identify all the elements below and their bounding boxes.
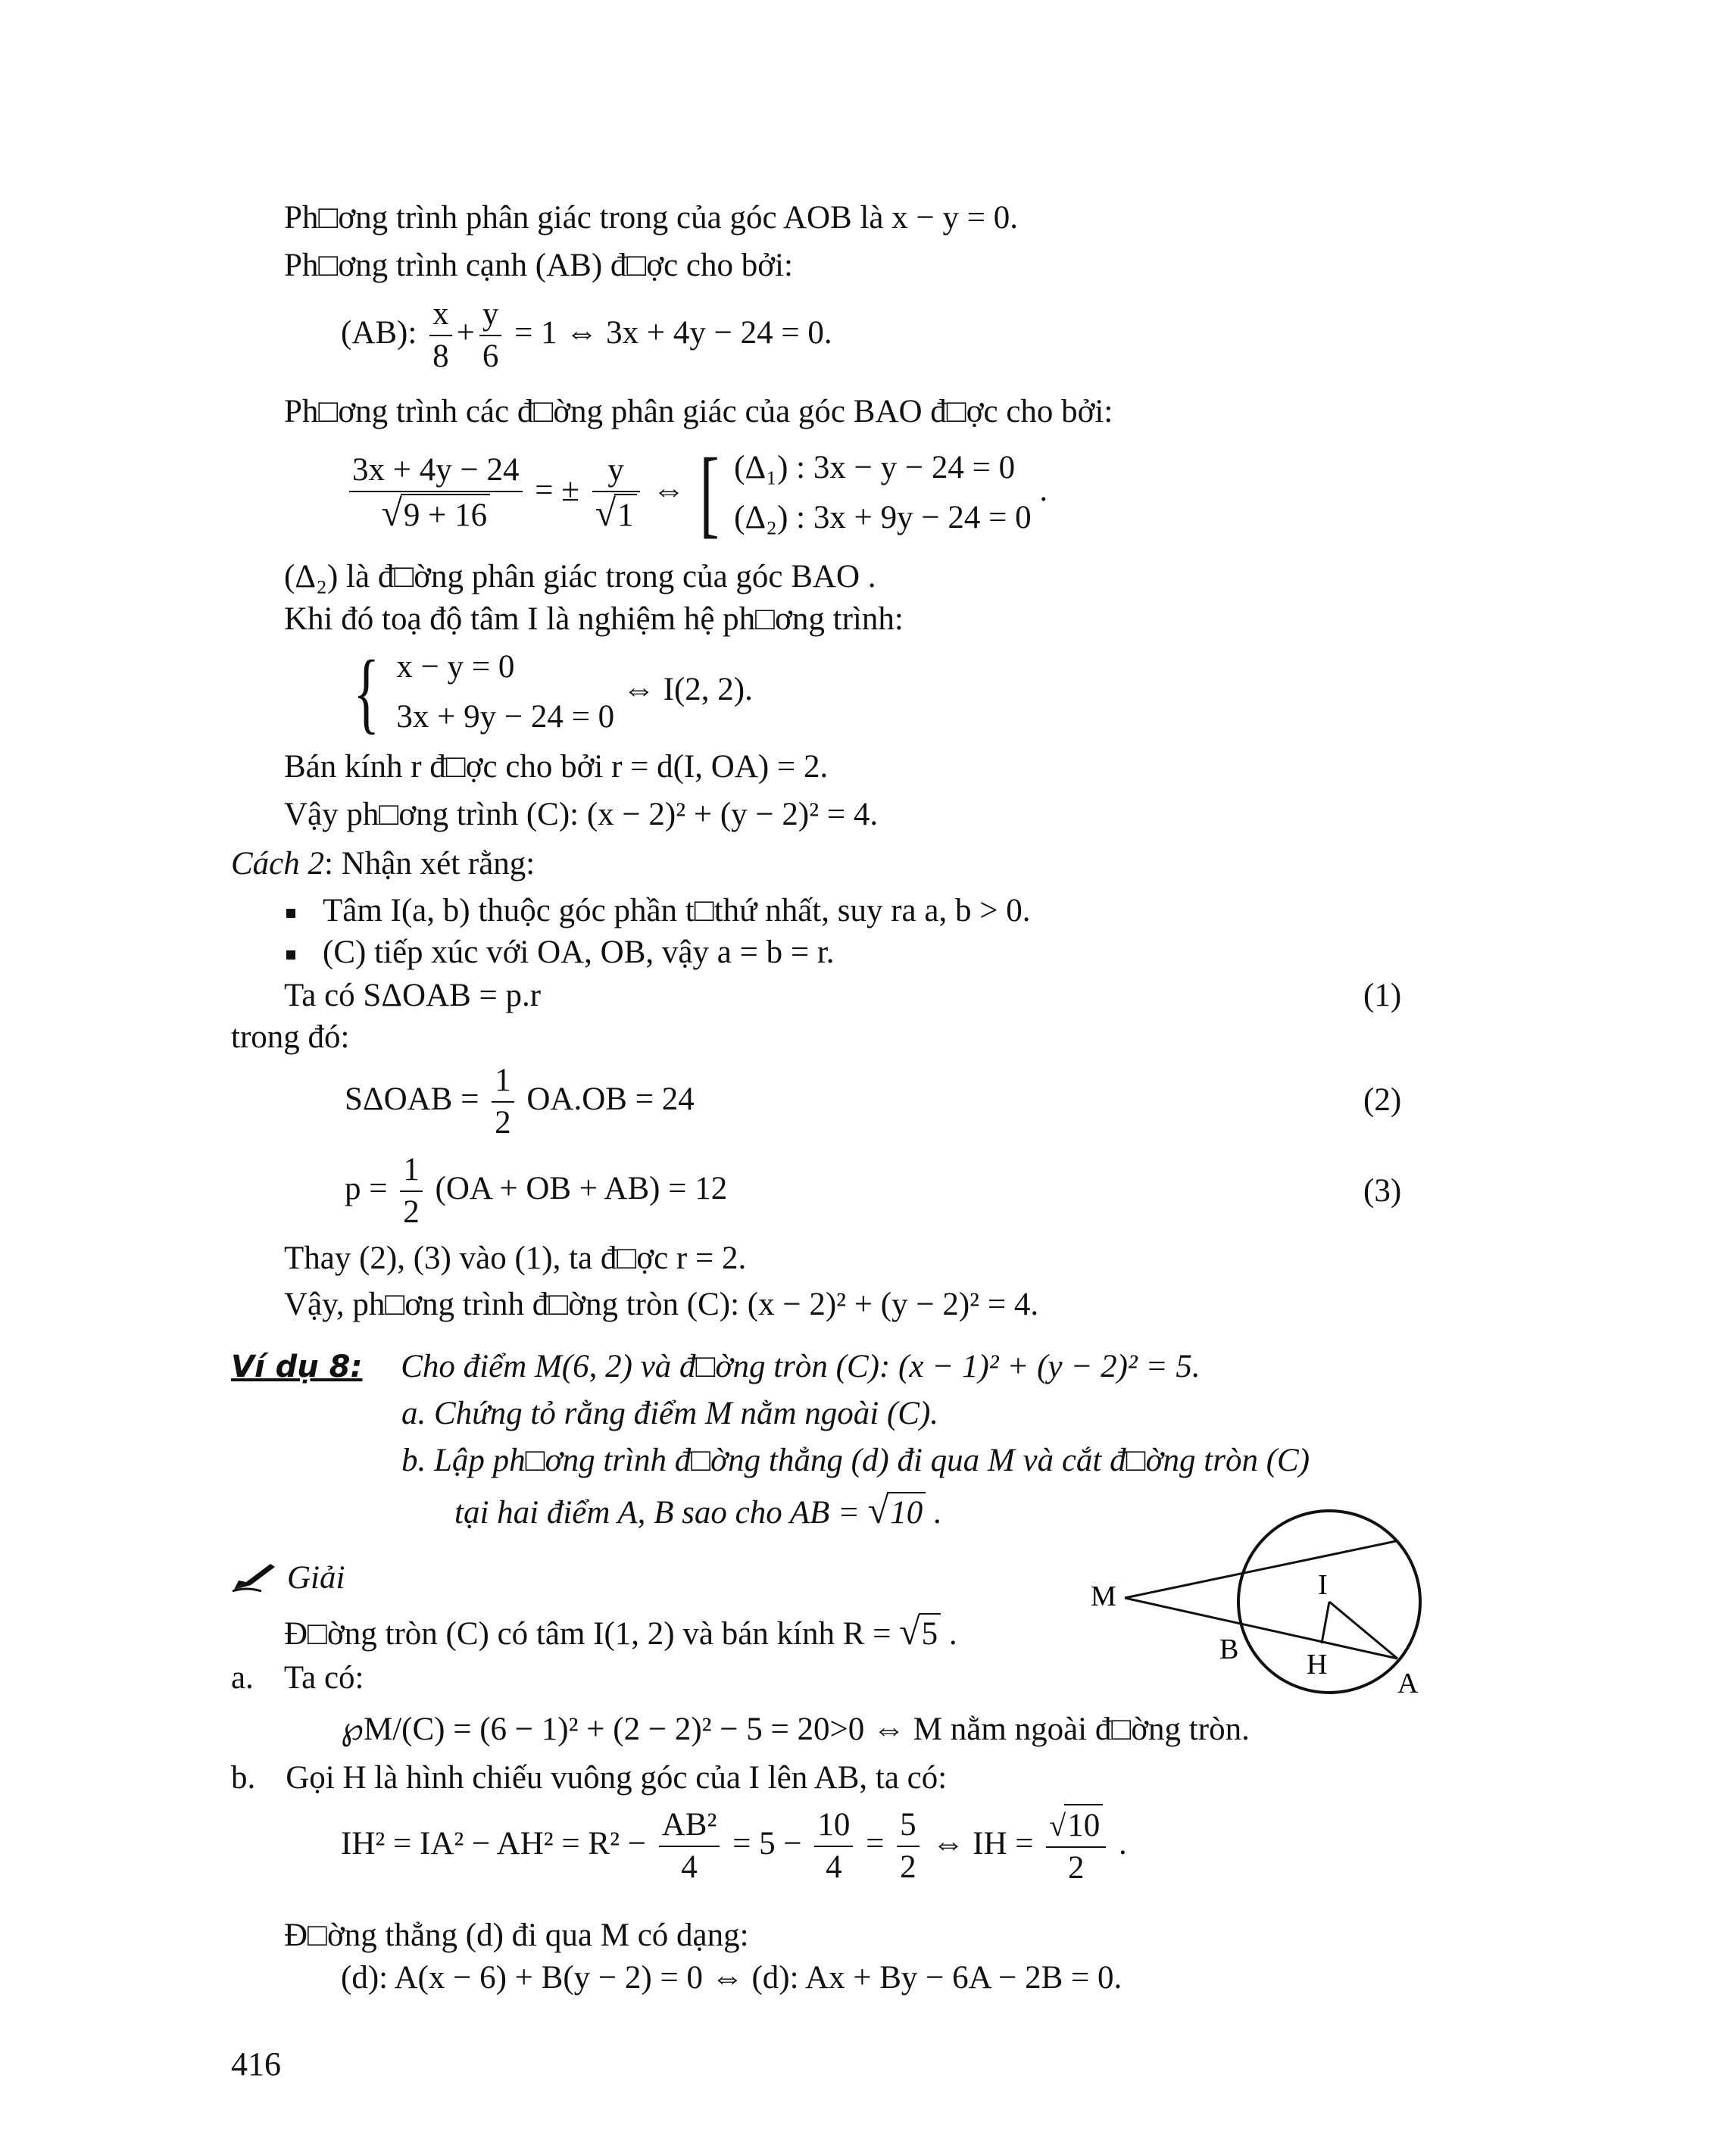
text-line: Bán kính r đ□ợc cho bởi r = d(I, OA) = 2. <box>284 749 829 785</box>
bullet-item: Tâm I(a, b) thuộc góc phần t□thứ nhất, suy ra a, b > 0. <box>286 891 1030 931</box>
label-b: B <box>1219 1634 1239 1665</box>
fraction: $\frac{x}{8}$ <box>429 294 452 377</box>
delta1-eq: (Δ₁) : 3x − y − 24 = 0 <box>734 450 1016 485</box>
text-line: Thay (2), (3) vào (1), ta đ□ợc r = 2. <box>284 1240 747 1276</box>
equation-p: p = $\frac{1}{2}$ (OA + OB + AB) = 12 <box>345 1150 727 1233</box>
fraction: $\frac{y}{6}$ <box>479 294 502 377</box>
label-h: H <box>1307 1649 1328 1680</box>
text-line: Vậy, ph□ơng trình đ□ờng tròn (C): (x − 2)² + (y − 2)² = 4. <box>284 1287 1039 1322</box>
secant-upper <box>1125 1541 1396 1598</box>
example-part-a: a. Chứng tỏ rằng điểm M nằm ngoài (C). <box>401 1396 939 1431</box>
text-line: Ta có SΔOAB = p.r <box>284 978 542 1013</box>
text-line: ℘M/(C) = (6 − 1)² + (2 − 2)² − 5 = 20>0 ⇔ M nằm ngoài đ□ờng tròn. <box>341 1712 1250 1747</box>
eq-prefix: (AB): <box>341 314 417 351</box>
equation-number: (1) <box>1363 978 1402 1013</box>
text-line: Ph□ơng trình cạnh (AB) đ□ợc cho bởi: <box>284 248 793 283</box>
equation-system: { x − y = 0 3x + 9y − 24 = 0 ⇔ I(2, 2). <box>353 641 753 742</box>
bullet-item: (C) tiếp xúc với OA, OB, vậy a = b = r. <box>286 933 835 972</box>
fraction: $\frac{y}{√1}$ <box>592 450 640 536</box>
equation-ab: (AB): $\frac{x}{8}$ + $\frac{y}{6}$ = 1 ⇔ 3x + 4y − 24 = 0. <box>341 294 832 377</box>
equation-bisectors: $\frac{3x + 4y - 24}{√9 + 16}$ = ± $\frac{y}{√1}$ ⇔ [ (Δ₁) : 3x − y − 24 = 0 (Δ₂) : 3x + 9y − 24 = 0 . <box>345 443 1048 543</box>
example-part-b: b. Lập ph□ơng trình đ□ờng thẳng (d) đi qua M và cắt đ□ờng tròn (C) <box>401 1443 1310 1478</box>
secant-lower <box>1125 1598 1397 1659</box>
page-number: 416 <box>231 2046 281 2083</box>
example-part-b-cont: tại hai điểm A, B sao cho AB = √10 . <box>454 1489 942 1531</box>
pen-icon <box>231 1559 276 1602</box>
text-line: Vậy ph□ơng trình (C): (x − 2)² + (y − 2)² = 4. <box>284 797 879 832</box>
text-line: (d): A(x − 6) + B(y − 2) = 0 ⇔ (d): Ax + By − 6A − 2B = 0. <box>341 1960 1122 1996</box>
text-line: Ph□ơng trình phân giác trong của góc AOB là x − y = 0. <box>284 200 1019 236</box>
equation-number: (2) <box>1363 1082 1402 1118</box>
equation-ih: IH² = IA² − AH² = R² − $\frac{\text{AB²}}{4}$ = 5 − $\frac{10}{4}$ = $\frac{5}{2}$ ⇔ IH = $\frac{√10}{2}$ . <box>341 1804 1127 1889</box>
text-line: Cách 2: Nhận xét rằng: <box>231 846 535 882</box>
circle-figure <box>1060 1507 1439 1704</box>
text-line: Ph□ơng trình các đ□ờng phân giác của góc BAO đ□ợc cho bởi: <box>284 394 1113 429</box>
text-line: Đ□ờng thẳng (d) đi qua M có dạng: <box>284 1918 749 1953</box>
text-line: (Δ₂) là đ□ờng phân giác trong của góc BAO . <box>284 559 876 594</box>
label-i: I <box>1318 1569 1328 1601</box>
text-line: a. Ta có: <box>231 1660 364 1696</box>
text-line: Đ□ờng tròn (C) có tâm I(1, 2) và bán kính R = √5 . <box>284 1610 957 1652</box>
label-a: A <box>1397 1668 1419 1699</box>
label-m: M <box>1091 1581 1116 1612</box>
text-line: b. Gọi H là hình chiếu vuông góc của I lên AB, ta có: <box>231 1760 948 1796</box>
example-heading: Ví dụ 8: Cho điểm M(6, 2) và đ□ờng tròn (C): (x − 1)² + (y − 2)² = 5. <box>231 1349 1201 1384</box>
text-line: Khi đó toạ độ tâm I là nghiệm hệ ph□ơng trình: <box>284 601 904 637</box>
eq-suffix: = 1 ⇔ 3x + 4y − 24 = 0. <box>514 314 832 351</box>
text-line: trong đó: <box>231 1019 350 1055</box>
equation-area: SΔOAB = $\frac{1}{2}$ OA.OB = 24 <box>345 1060 695 1144</box>
segment-ih <box>1322 1602 1329 1643</box>
delta2-eq: (Δ₂) : 3x + 9y − 24 = 0 <box>734 500 1032 535</box>
solution-heading: Giải <box>231 1559 345 1602</box>
fraction: $\frac{3x + 4y - 24}{√9 + 16}$ <box>349 450 523 536</box>
equation-number: (3) <box>1363 1173 1402 1209</box>
